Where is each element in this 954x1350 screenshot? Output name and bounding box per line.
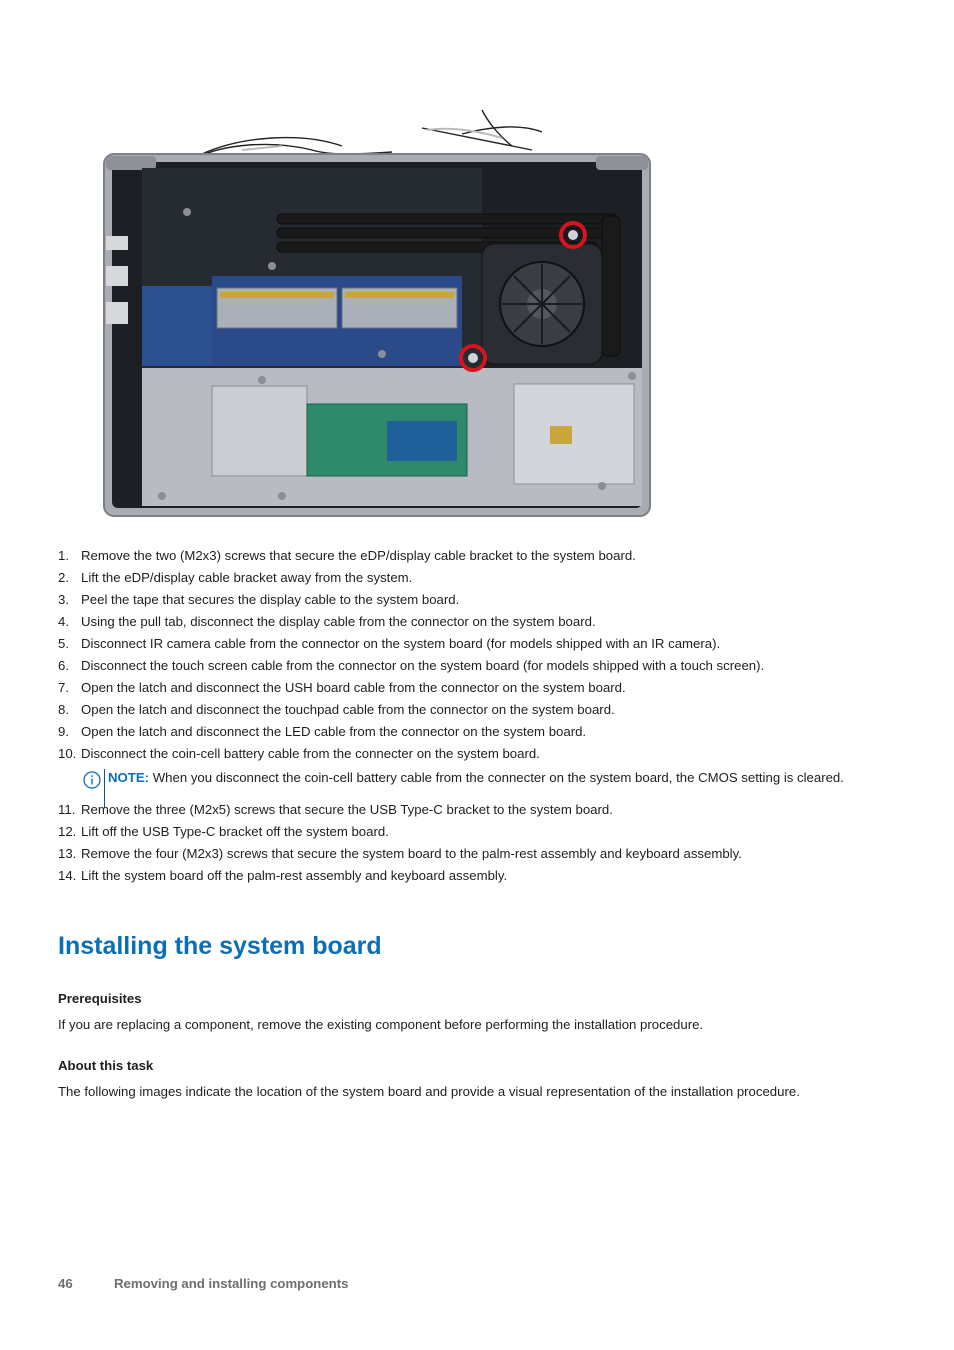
section-title: Installing the system board: [58, 932, 382, 960]
note-callout: [81, 767, 898, 788]
step-7: 7. Open the latch and disconnect the USH board cable from the connector on the system board.: [58, 680, 626, 695]
step-8: 8. Open the latch and disconnect the touchpad cable from the connector on the system board.: [58, 702, 615, 717]
page-number: 46: [58, 1276, 73, 1291]
step-4: 4. Using the pull tab, disconnect the display cable from the connector on the system board.: [58, 614, 596, 629]
step-9: 9. Open the latch and disconnect the LED cable from the connector on the system board.: [58, 724, 587, 739]
footer-chapter: Removing and installing components: [114, 1276, 349, 1291]
right-hinge: [596, 156, 648, 170]
step-2: 2. Lift the eDP/display cable bracket away from the system.: [58, 570, 413, 585]
prerequisites-text: If you are replacing a component, remove the existing component before performing the installation procedure.: [58, 1017, 704, 1032]
system-board-illustration: [102, 106, 652, 518]
about-task-text: The following images indicate the location of the system board and provide a visual representation of the installation procedure.: [58, 1084, 800, 1099]
step-13: 13. Remove the four (M2x3) screws that secure the system board to the palm-rest assembly and keyboard assembly.: [58, 846, 742, 861]
prerequisites-heading: Prerequisites: [58, 991, 142, 1006]
about-task-heading: About this task: [58, 1058, 154, 1073]
note-text: When you disconnect the coin-cell battery cable from the connecter on the system board, the CMOS setting is cleared.: [152, 770, 844, 785]
step-12: 12. Lift off the USB Type-C bracket off the system board.: [58, 824, 389, 839]
battery-plate: [212, 386, 307, 476]
smartcard-reader: [514, 384, 634, 484]
step-6: 6. Disconnect the touch screen cable from the connector on the system board (for models shipped with a touch screen).: [58, 658, 765, 673]
step-14: 14. Lift the system board off the palm-rest assembly and keyboard assembly.: [58, 868, 508, 883]
step-11: 11. Remove the three (M2x5) screws that secure the USB Type-C bracket to the system board.: [58, 802, 613, 817]
left-hinge: [106, 156, 156, 170]
info-icon: [83, 771, 101, 789]
step-1: 1. Remove the two (M2x3) screws that secure the eDP/display cable bracket to the system board.: [58, 548, 636, 563]
step-5: 5. Disconnect IR camera cable from the connector on the system board (for models shipped with an IR camera).: [58, 636, 721, 651]
step-10: 10. Disconnect the coin-cell battery cable from the connecter on the system board.: [58, 746, 540, 761]
note-label: NOTE:: [108, 770, 150, 785]
removal-steps: [58, 545, 898, 887]
step-3: 3. Peel the tape that secures the display cable to the system board.: [58, 592, 460, 607]
